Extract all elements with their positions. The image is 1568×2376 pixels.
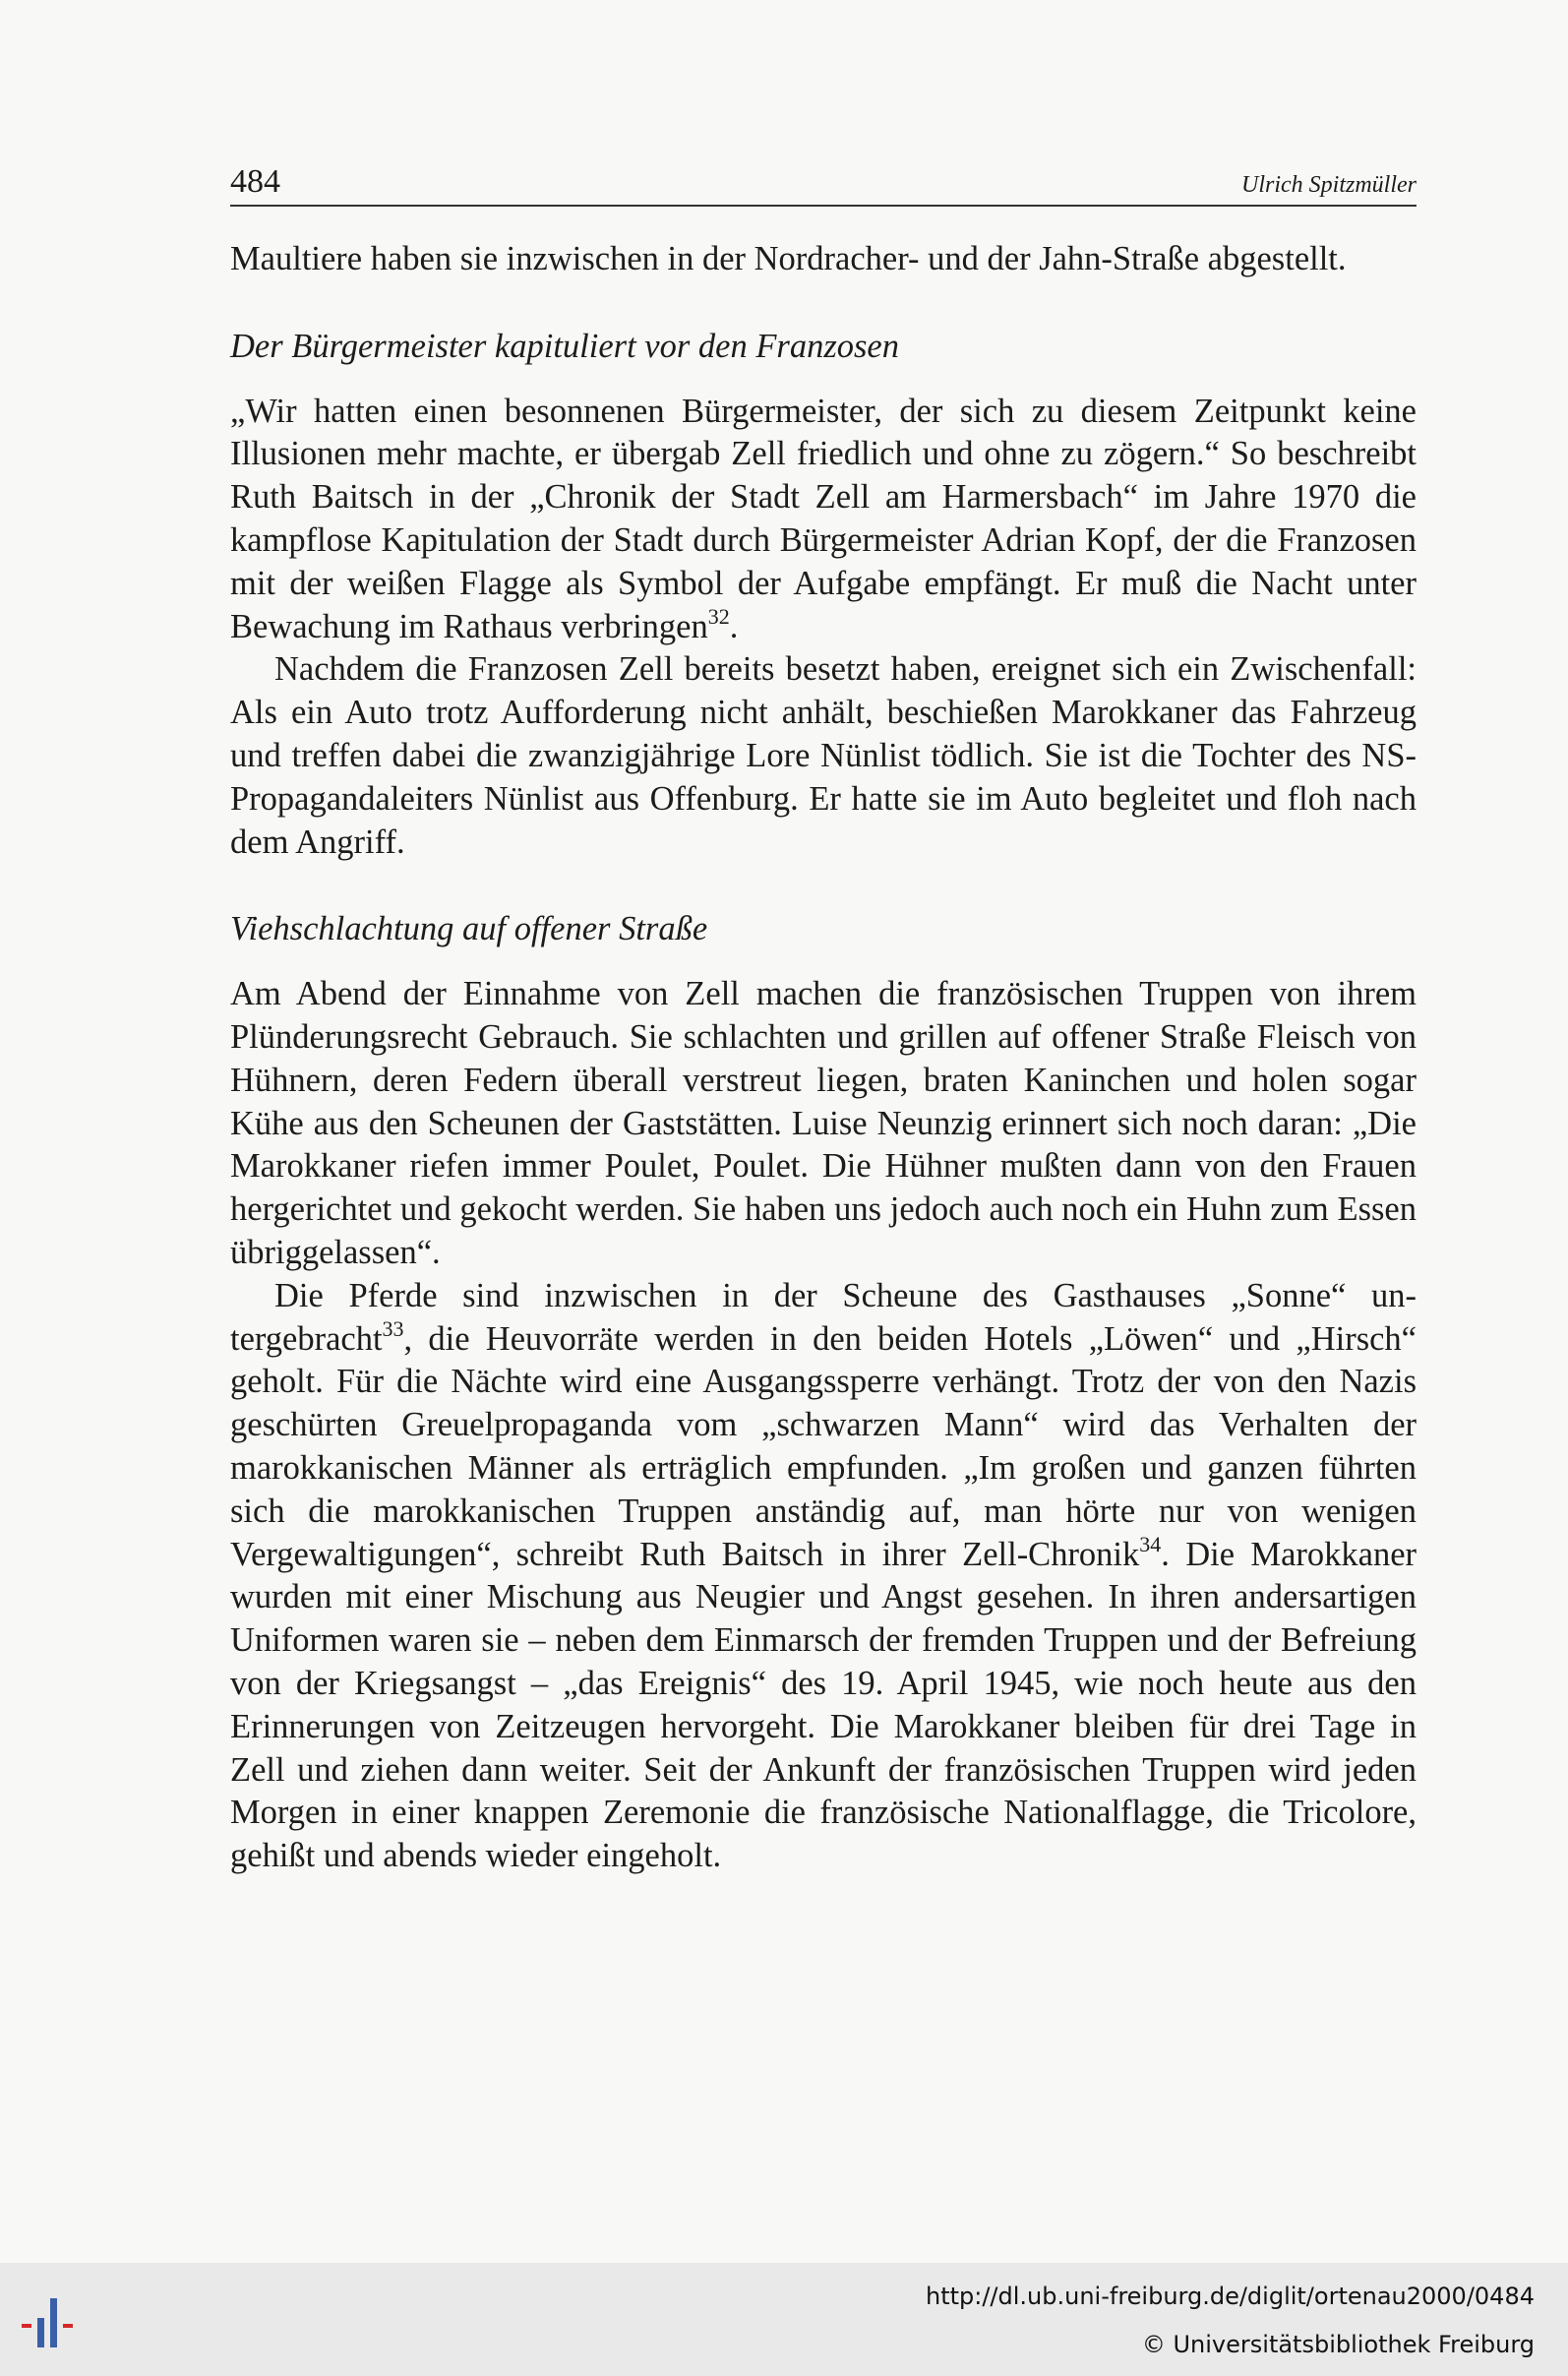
paragraph-text: Die Pferde sind inzwischen in der Scheune des Gasthauses „Sonne“ untergebracht [230, 1276, 1417, 1358]
footnote-ref-33[interactable]: 33 [382, 1315, 404, 1341]
viewer-footer [0, 2263, 1568, 2376]
footnote-ref-34[interactable]: 34 [1139, 1531, 1162, 1556]
copyright-notice: © Universitätsbibliothek Freiburg [1141, 2331, 1535, 2358]
paragraph-pferde [230, 1275, 1417, 1878]
body-text [230, 238, 1417, 1878]
page-header [230, 155, 1417, 207]
paragraph-zwischenfall: Nachdem die Franzosen Zell bereits besetzt haben, ereignet sich ein Zwischenfall: Als ein Auto trotz Aufforderung nicht anhält, beschießen Marokkaner das Fahrzeug und treffen dabei die zwanzigjährige Lore Nünlist tödlich. Sie ist die Tochter des NS-Propagandaleiters Nünlist aus Offenburg. Er hatte sie im Auto begleitet und floh nach dem Angriff. [230, 650, 1417, 861]
ub-freiburg-logo-icon[interactable] [20, 2292, 98, 2351]
paragraph-text: . Die Marokkaner wurden mit einer Mischung aus Neugier und Angst gesehen. In ihren andersartigen Uniformen waren sie – neben dem Einmarsch der fremden Truppen und der Befreiung von der Kriegsangst – „das Ereignis“ des 19. April 1945, wie noch heute aus den Erinnerungen von Zeitzeugen hervorgeht. Die Marokkaner bleiben für drei Tage in Zell und ziehen dann weiter. Seit der Ankunft der französischen Truppen wird jeden Morgen in einer knappen Zeremonie die französische Nationalflagge, die Tricolore, gehißt und abends wieder eingeholt. [230, 1535, 1417, 1875]
section-heading-buergermeister: Der Bürgermeister kapituliert vor den Franzosen [230, 327, 899, 365]
paragraph-text: „Wir hatten einen besonnenen Bürgermeister, der sich zu diesem Zeitpunkt keine Illusionen mehr machte, er übergab Zell friedlich und ohne zu zögern.“ So beschreibt Ruth Baitsch in der „Chronik der Stadt Zell am Harmersbach“ im Jahre 1970 die kampflose Kapitulation der Stadt durch Bürgermeister Adrian Kopf, der die Franzosen mit der weißen Flagge als Symbol der Aufgabe empfängt. Er muß die Nacht unter Bewachung im Rathaus verbringen [230, 392, 1417, 645]
permalink-url[interactable]: http://dl.ub.uni-freiburg.de/diglit/ortenau2000/0484 [925, 2283, 1535, 2310]
running-head-author: Ulrich Spitzmüller [1241, 172, 1417, 198]
paragraph-pluenderung: Am Abend der Einnahme von Zell machen die französischen Truppen von ihrem Plünderungsrecht Gebrauch. Sie schlachten und grillen auf offener Straße Fleisch von Hühnern, deren Federn überall verstreut liegen, braten Kaninchen und holen sogar Kühe aus den Scheunen der Gaststätten. Luise Neunzig erinnert sich noch daran: „Die Marokkaner riefen immer Poulet, Poulet. Die Hühner mußten dann von den Frauen hergerichtet und gekocht werden. Sie haben uns jedoch auch noch ein Huhn zum Essen übriggelassen“. [230, 975, 1417, 1271]
footnote-ref-32[interactable]: 32 [707, 603, 730, 629]
page-number: 484 [230, 163, 280, 200]
section-heading-viehschlachtung: Viehschlachtung auf offener Straße [230, 910, 708, 948]
paragraph-text-end: . [729, 607, 739, 645]
paragraph-quote-baitsch [230, 391, 1417, 649]
paragraph-text: , die Heuvorräte werden in den beiden Hotels „Löwen“ und „Hirsch“ geholt. Für die Nächte wird eine Ausgangssperre verhängt. Trotz der von den Nazis geschürten Greuelpropaganda vom „schwarzen Mann“ wird das Verhalten der marokkanischen Männer als erträglich empfunden. „Im großen und ganzen führten sich die marokkanischen Truppen anständig auf, man hörte nur von wenigen Vergewaltigungen“, schreibt Ruth Baitsch in ihrer Zell-Chronik [230, 1319, 1417, 1573]
paragraph-continued: Maultiere haben sie inzwischen in der Nordracher- und der Jahn-Straße abgestellt. [230, 240, 1347, 277]
